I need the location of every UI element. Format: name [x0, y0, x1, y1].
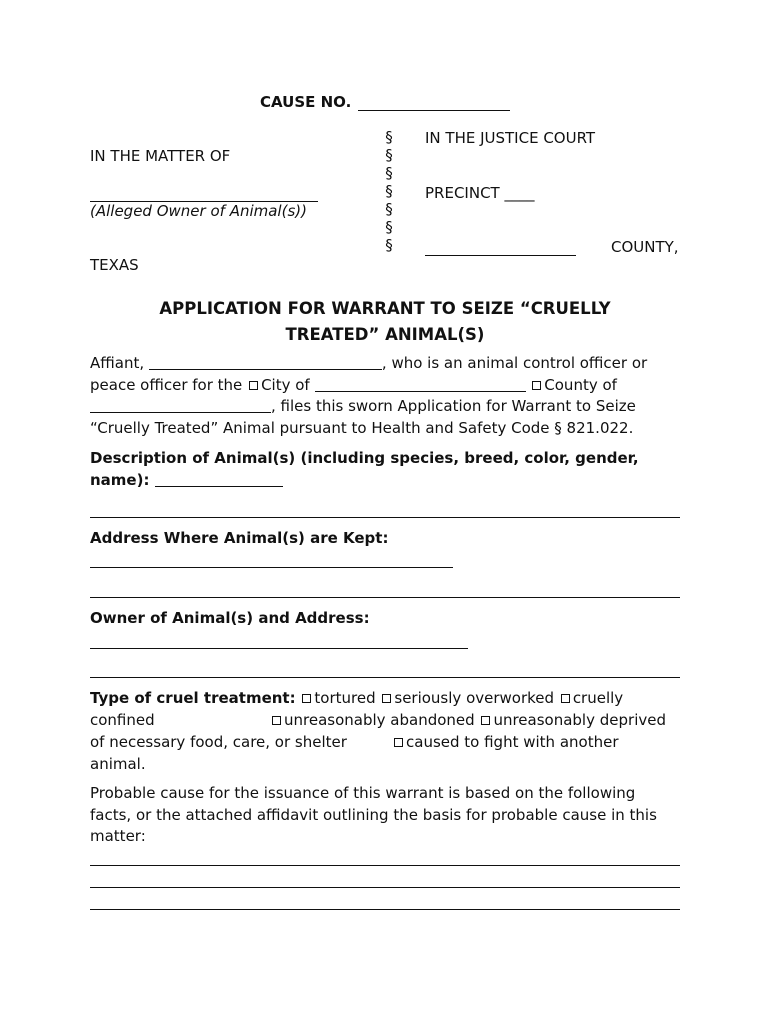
city-checkbox[interactable] — [249, 381, 258, 390]
section-symbol: § — [385, 236, 393, 254]
animal-label: animal. — [90, 755, 146, 773]
officer-text: , who is an animal control officer or — [381, 354, 648, 372]
description-section — [90, 448, 682, 491]
texas-label: TEXAS — [90, 256, 139, 274]
necessary-label: of necessary food, care, or shelter — [90, 733, 347, 751]
probable-cause-paragraph — [90, 783, 682, 848]
section-symbol: § — [385, 200, 393, 218]
cause-number-blank[interactable] — [358, 110, 510, 111]
treatment-line-2 — [270, 711, 666, 729]
tortured-checkbox[interactable] — [302, 694, 311, 703]
owner-blank-line-2[interactable] — [90, 677, 680, 678]
overworked-checkbox[interactable] — [382, 694, 391, 703]
affiant-label: Affiant, — [90, 354, 145, 372]
city-of-label: City of — [261, 375, 310, 394]
county-of-blank[interactable] — [90, 398, 271, 413]
confined-label: confined — [90, 711, 155, 729]
cruelly-confined-checkbox[interactable] — [561, 694, 570, 703]
animal-name-blank[interactable] — [155, 472, 283, 487]
city-name-blank[interactable] — [315, 377, 526, 392]
affiant-line-2 — [90, 375, 682, 397]
affiant-line-1 — [90, 353, 682, 375]
abandoned-checkbox[interactable] — [272, 716, 281, 725]
affiant-paragraph — [90, 353, 682, 439]
owner-blank-line-1[interactable] — [90, 648, 468, 649]
section-symbol: § — [385, 128, 393, 146]
probable-cause-blank-line-2[interactable] — [90, 887, 680, 888]
fight-label: caused to fight with another — [406, 733, 619, 751]
affiant-line-3 — [90, 396, 682, 418]
cause-number-heading — [260, 93, 351, 111]
description-blank-line[interactable] — [90, 517, 680, 518]
deprived-checkbox[interactable] — [481, 716, 490, 725]
description-line-2 — [90, 470, 682, 492]
treatment-line-1 — [90, 689, 623, 707]
treatment-label: Type of cruel treatment: — [90, 689, 296, 707]
alleged-owner-label: (Alleged Owner of Animal(s)) — [90, 202, 307, 220]
tortured-label: tortured — [314, 689, 376, 707]
title-line-1: APPLICATION FOR WARRANT TO SEIZE “CRUELLY — [159, 299, 611, 318]
county-name-blank[interactable] — [425, 255, 576, 256]
title-line-2: TREATED” ANIMAL(S) — [285, 325, 485, 344]
section-symbol: § — [385, 218, 393, 236]
peace-officer-text: peace officer for the — [90, 375, 243, 394]
files-text: , files this sworn Application for Warrant to Seize — [271, 397, 636, 415]
address-blank-line-1[interactable] — [90, 567, 453, 568]
justice-court-label: IN THE JUSTICE COURT — [425, 129, 596, 147]
cause-no-label: CAUSE NO. — [260, 93, 352, 111]
section-symbol: § — [385, 164, 393, 182]
county-of-label: County of — [544, 375, 617, 394]
deprived-label: unreasonably deprived — [493, 711, 666, 729]
probable-cause-line-3: matter: — [90, 827, 146, 845]
county-label: COUNTY, — [611, 238, 679, 256]
section-symbol: § — [385, 182, 393, 200]
form-title — [90, 296, 680, 348]
overworked-label: seriously overworked — [394, 689, 555, 707]
treatment-line-3 — [392, 733, 618, 751]
affiant-line-4: “Cruelly Treated” Animal pursuant to Health and Safety Code § 821.022. — [90, 418, 634, 437]
probable-cause-line-1: Probable cause for the issuance of this warrant is based on the following — [90, 784, 636, 802]
description-line-1: Description of Animal(s) (including species, breed, color, gender, — [90, 449, 639, 467]
county-checkbox[interactable] — [532, 381, 541, 390]
address-label: Address Where Animal(s) are Kept: — [90, 529, 389, 547]
precinct-label: PRECINCT ____ — [425, 184, 535, 202]
probable-cause-line-2: facts, or the attached affidavit outlining the basis for probable cause in this — [90, 805, 657, 824]
in-the-matter-label: IN THE MATTER OF — [90, 147, 231, 165]
probable-cause-blank-line-3[interactable] — [90, 909, 680, 910]
cruelly-label: cruelly — [572, 689, 624, 707]
address-blank-line-2[interactable] — [90, 597, 680, 598]
affiant-name-blank[interactable] — [149, 355, 382, 370]
abandoned-label: unreasonably abandoned — [284, 711, 475, 729]
fight-checkbox[interactable] — [394, 738, 403, 747]
name-label: name): — [90, 470, 150, 489]
probable-cause-blank-line-1[interactable] — [90, 865, 680, 866]
section-symbol: § — [385, 146, 393, 164]
owner-label: Owner of Animal(s) and Address: — [90, 609, 370, 627]
